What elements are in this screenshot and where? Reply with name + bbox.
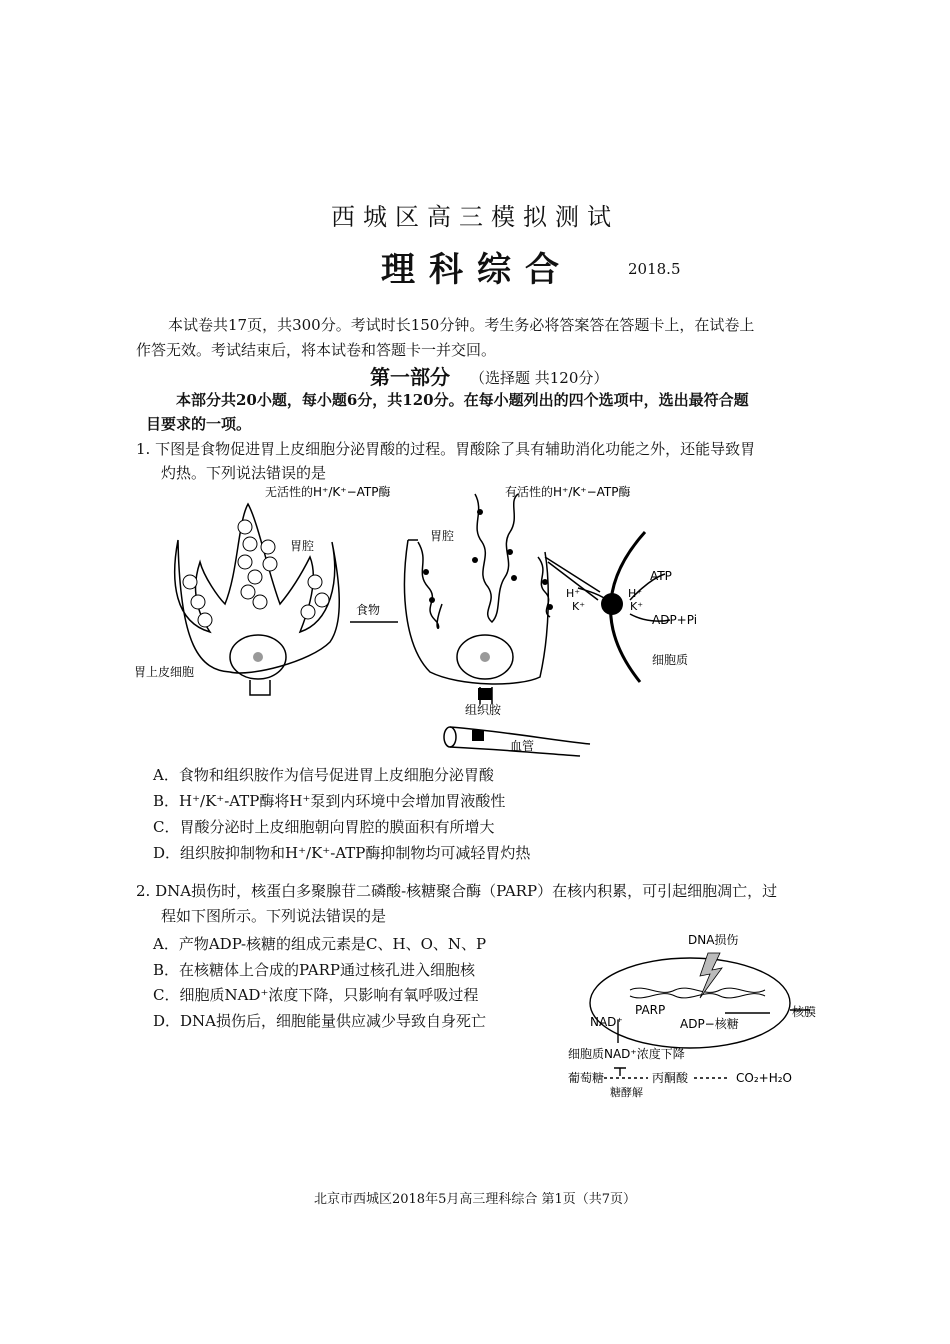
- label-glucose: 葡萄糖: [568, 1071, 605, 1085]
- q2-option-c: C．细胞质NAD⁺浓度下降，只影响有氧呼吸过程: [153, 986, 479, 1004]
- label-cyto-nad: 细胞质NAD⁺浓度下降: [568, 1047, 685, 1061]
- label-food: 食物: [356, 603, 381, 617]
- label-histamine: 组织胺: [465, 703, 502, 717]
- label-nad: NAD⁺: [590, 1015, 623, 1029]
- part1-desc-line1: 本部分共20小题，每小题6分，共120分。在每小题列出的四个选项中，选出最符合题: [176, 391, 749, 409]
- label-active-pump: 有活性的H⁺/K⁺−ATP酶: [505, 485, 631, 499]
- part1-desc-line2: 目要求的一项。: [146, 415, 252, 433]
- q2-figure: [560, 928, 830, 1098]
- q1-stem-line2: 灼热。下列说法错误的是: [161, 464, 327, 482]
- q2-option-a: A．产物ADP-核糖的组成元素是C、H、O、N、P: [153, 935, 487, 953]
- label-cytoplasm: 细胞质: [652, 653, 689, 667]
- q1-figure: [130, 482, 730, 760]
- exam-title: 西城区高三模拟测试: [331, 203, 619, 231]
- label-lumen-right: 胃腔: [430, 529, 455, 543]
- q2-option-b: B．在核糖体上合成的PARP通过核孔进入细胞核: [153, 961, 475, 979]
- q1-option-b: B．H⁺/K⁺-ATP酶将H⁺泵到内环境中会增加胃液酸性: [153, 792, 506, 810]
- label-parp: PARP: [635, 1003, 666, 1017]
- label-pyruvate: 丙酮酸: [652, 1071, 689, 1085]
- q2-option-d: D．DNA损伤后，细胞能量供应减少导致自身死亡: [153, 1012, 487, 1030]
- part1-heading-note: （选择题 共120分）: [470, 369, 609, 387]
- label-dna-damage: DNA损伤: [688, 933, 739, 947]
- label-atp: ATP: [650, 569, 672, 583]
- pump-icon: [601, 593, 623, 615]
- q1-option-a: A．食物和组织胺作为信号促进胃上皮细胞分泌胃酸: [153, 766, 494, 784]
- q1-option-d: D．组织胺抑制物和H⁺/K⁺-ATP酶抑制物均可减轻胃灼热: [153, 844, 531, 862]
- part1-heading: 第一部分: [370, 365, 450, 389]
- nucleus-ellipse: [590, 958, 790, 1048]
- label-inactive-pump: 无活性的H⁺/K⁺−ATP酶: [265, 485, 391, 499]
- label-lumen-left: 胃腔: [290, 539, 315, 553]
- q1-stem-line1: 1. 下图是食物促进胃上皮细胞分泌胃酸的过程。胃酸除了具有辅助消化功能之外，还能导致胃: [136, 440, 756, 458]
- page-footer: 北京市西城区2018年5月高三理科综合 第1页（共7页）: [313, 1192, 637, 1207]
- q1-option-c: C．胃酸分泌时上皮细胞朝向胃腔的膜面积有所增大: [153, 818, 495, 836]
- label-h-in: H⁺: [628, 587, 643, 600]
- cell-stalk: [250, 680, 270, 695]
- label-adp-ribose: ADP−核糖: [680, 1017, 739, 1031]
- q2-stem-line2: 程如下图所示。下列说法错误的是: [161, 907, 387, 925]
- label-vessel: 血管: [510, 739, 535, 753]
- q2-stem-line1: 2. DNA损伤时，核蛋白多聚腺苷二磷酸-核糖聚合酶（PARP）在核内积累，可引起细胞凋亡，过: [136, 882, 778, 900]
- label-products: CO₂+H₂O: [736, 1071, 792, 1085]
- label-glycolysis: 糖酵解: [610, 1086, 643, 1098]
- exam-date: 2018.5: [628, 260, 681, 278]
- label-adp: ADP+Pi: [652, 613, 698, 627]
- label-k-out: K⁺: [572, 600, 586, 613]
- label-cell: 胃上皮细胞: [134, 665, 195, 679]
- label-k-in: K⁺: [630, 600, 644, 613]
- label-nuclear-membrane: 核膜: [792, 1005, 817, 1019]
- instructions-line2: 作答无效。考试结束后，将本试卷和答题卡一并交回。: [136, 341, 497, 359]
- instructions-line1: 本试卷共17页，共300分。考试时长150分钟。考生务必将答案答在答题卡上，在试卷上: [168, 316, 755, 334]
- dna-strand: [630, 988, 765, 992]
- label-h-out: H⁺: [566, 587, 581, 600]
- subject-title: 理科综合: [381, 250, 573, 290]
- canaliculus-1: [418, 542, 442, 628]
